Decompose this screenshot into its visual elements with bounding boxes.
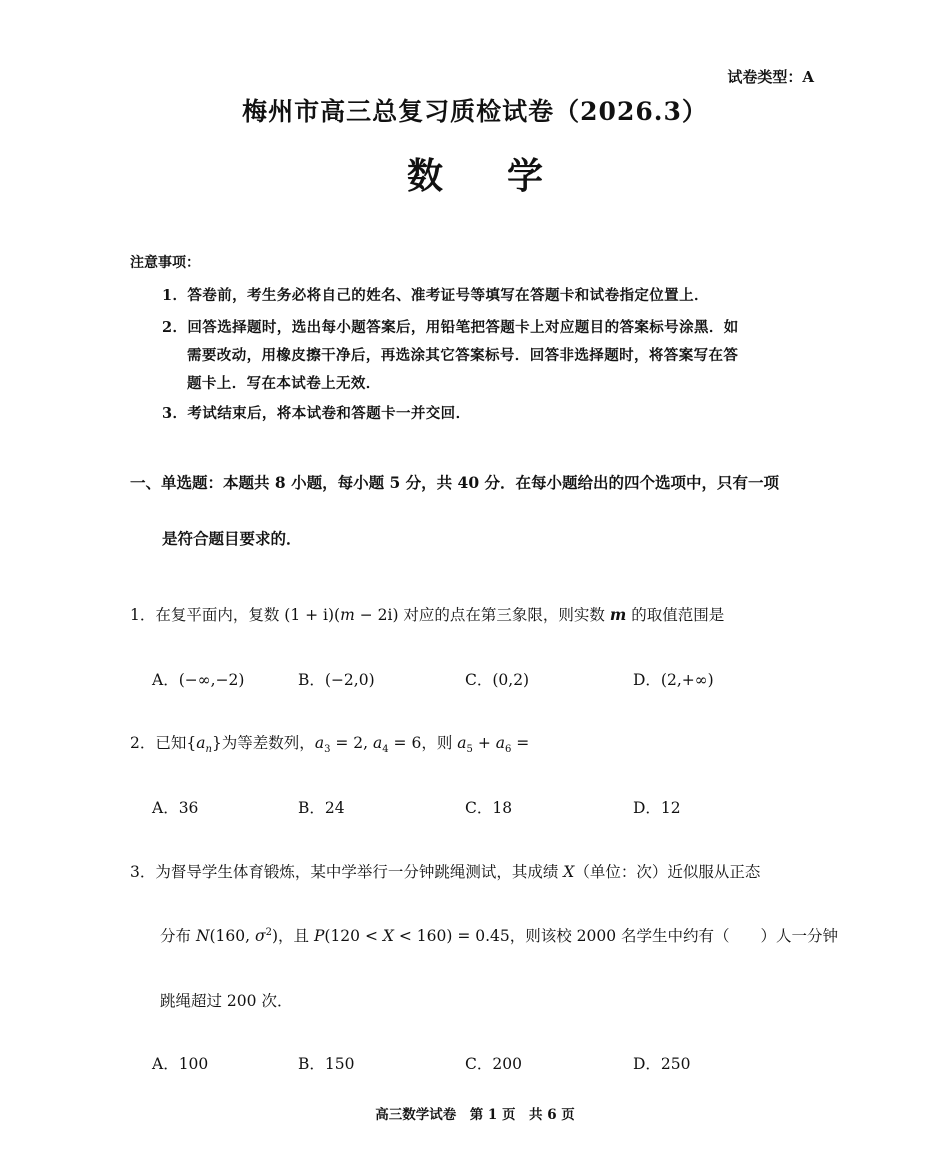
question-3-option-d: D．250	[633, 1055, 691, 1073]
notice-item-1: 1．答卷前，考生务必将自己的姓名、准考证号等填写在答题卡和试卷指定位置上．	[162, 287, 709, 304]
notice-item-2-line-2: 需要改动，用橡皮擦干净后，再选涂其它答案标号．回答非选择题时，将答案写在答	[187, 347, 739, 364]
question-1-option-d: D．(2,+∞)	[633, 671, 714, 689]
question-1-option-c: C．(0,2)	[465, 671, 530, 689]
exam-title: 梅州市高三总复习质检试卷（2026.3）	[242, 97, 708, 126]
question-2-option-b: B．24	[298, 799, 345, 817]
question-3-option-c: C．200	[465, 1055, 522, 1073]
question-2-option-a: A．36	[152, 799, 199, 817]
question-3-option-b: B．150	[298, 1055, 355, 1073]
question-1-option-a: A．(−∞,−2)	[152, 671, 245, 689]
question-3-stem-line-2: 分布 N(160, $\sigma^2$)，且 P(120 < X < 160) = 0.45，则该校 2000 名学生中约有（ ）人一分钟	[160, 926, 839, 945]
notice-item-2-line-1: 2．回答选择题时，选出每小题答案后，用铅笔把答题卡上对应题目的答案标号涂黑．如	[162, 319, 739, 336]
page-footer: 高三数学试卷 第 1 页 共 6 页	[375, 1107, 575, 1123]
paper-type-label: 试卷类型：A	[727, 68, 814, 86]
question-3-stem-line-1: 3．为督导学生体育锻炼，某中学举行一分钟跳绳测试，其成绩 X（单位：次）近似服从正态	[130, 863, 761, 881]
question-3-stem-line-3: 跳绳超过 200 次．	[160, 992, 293, 1010]
notice-item-2-line-3: 题卡上．写在本试卷上无效．	[187, 375, 381, 392]
subject-title: 数学	[406, 155, 607, 197]
notice-item-3: 3．考试结束后，将本试卷和答题卡一并交回．	[162, 405, 471, 422]
question-1-stem: 1．在复平面内，复数 (1 + i)(m − 2i) 对应的点在第三象限，则实数 m 的取值范围是	[130, 605, 725, 624]
question-2-option-d: D．12	[633, 799, 681, 817]
question-3-option-a: A．100	[152, 1055, 209, 1073]
question-2-option-c: C．18	[465, 799, 513, 817]
question-2-stem: 2．已知$\{a_n\}$为等差数列，$a_3 = 2$, $a_4 = 6$，则 $a_5 + a_6$ =	[130, 734, 530, 756]
section-1-heading-line-2: 是符合题目要求的．	[162, 529, 302, 548]
notice-heading: 注意事项：	[130, 255, 200, 271]
section-1-heading-line-1: 一、单选题：本题共 8 小题，每小题 5 分，共 40 分．在每小题给出的四个选项中，只有一项	[130, 473, 780, 492]
question-1-option-b: B．(−2,0)	[298, 671, 375, 689]
